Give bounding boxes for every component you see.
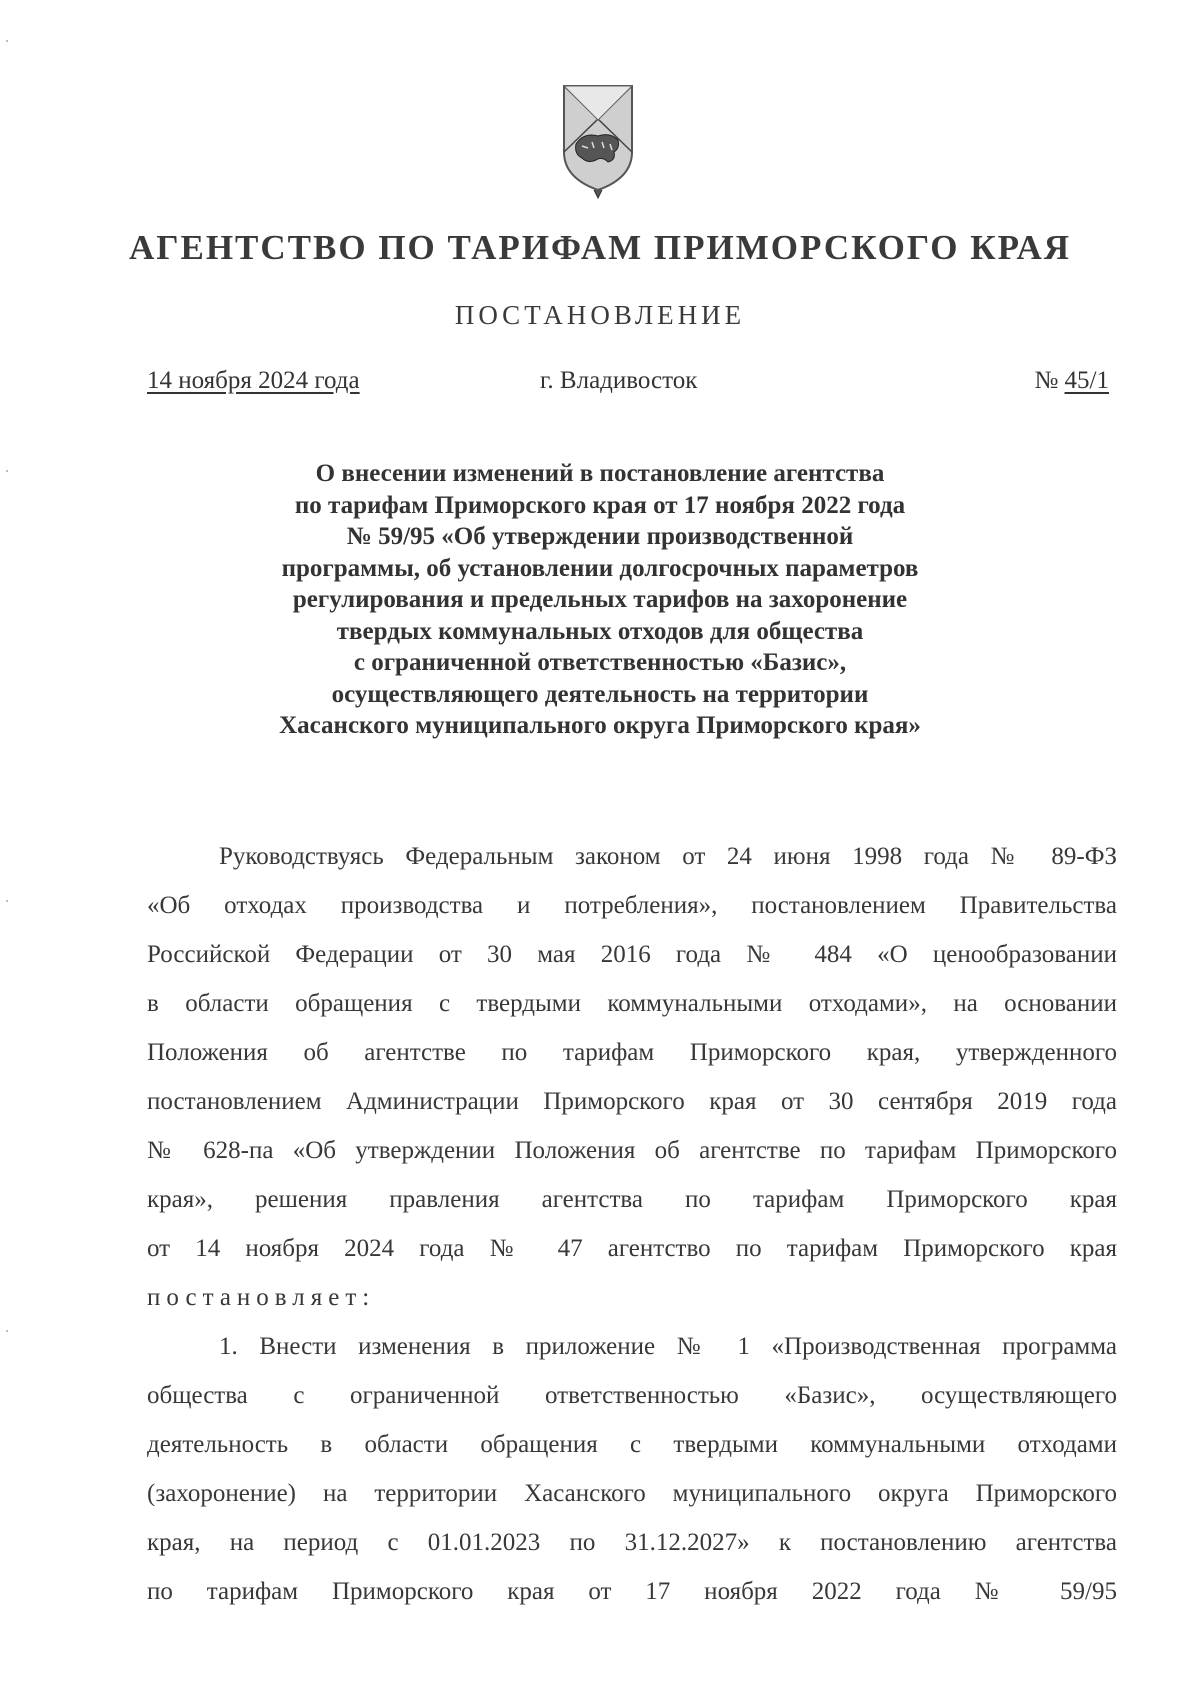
body-line: Руководствуясь Федеральным законом от 24 июня 1998 года № 89-ФЗ (219, 843, 1117, 870)
body-line: Положения об агентстве по тарифам Приморского края, утвержденного (147, 1039, 1117, 1066)
body-line: края», решения правления агентства по тарифам Приморского края (147, 1186, 1117, 1213)
body-line: общества с ограниченной ответственностью «Базис», осуществляющего (147, 1382, 1117, 1409)
body-line: «Об отходах производства и потребления», постановлением Правительства (147, 892, 1117, 919)
body-line: от 14 ноября 2024 года № 47 агентство по тарифам Приморского края (147, 1235, 1117, 1262)
document-city: г. Владивосток (540, 367, 698, 394)
document-number-prefix: № (1034, 367, 1065, 394)
body-line: по тарифам Приморского края от 17 ноября 2022 года № 59/95 (147, 1578, 1117, 1605)
document-number-value: 45/1 (1064, 367, 1109, 394)
body-line: (захоронение) на территории Хасанского муниципального округа Приморского (147, 1480, 1117, 1507)
body-line: края, на период с 01.01.2023 по 31.12.2027» к постановлению агентства (147, 1529, 1117, 1556)
document-subject (200, 458, 1000, 742)
body-line: Российской Федерации от 30 мая 2016 года № 484 «О ценообразовании (147, 941, 1117, 968)
subject-line: твердых коммунальных отходов для общества (336, 617, 864, 645)
body-line: № 628-па «Об утверждении Положения об агентстве по тарифам Приморского (147, 1137, 1117, 1164)
scan-margin-mark (6, 1330, 8, 1332)
body-line: деятельность в области обращения с твердыми коммунальными отходами (147, 1431, 1117, 1458)
subject-line: программы, об установлении долгосрочных параметров (281, 554, 919, 582)
subject-line: с ограниченной ответственностью «Базис», (353, 649, 847, 676)
coat-of-arms-emblem (558, 82, 638, 202)
scan-margin-mark (6, 40, 8, 42)
scan-margin-mark (6, 470, 8, 472)
document-meta (147, 367, 1109, 403)
scan-margin-mark (6, 900, 8, 902)
subject-line: О внесении изменений в постановление агентства (315, 460, 885, 487)
subject-line: Хасанского муниципального округа Приморского края» (279, 712, 921, 739)
document-body (147, 832, 1117, 1616)
subject-line: регулирования и предельных тарифов на захоронение (292, 586, 908, 613)
document-type: ПОСТАНОВЛЕНИЕ (454, 300, 746, 330)
document-number (1034, 367, 1109, 395)
subject-line: № 59/95 «Об утверждении производственной (346, 523, 854, 550)
body-line: в области обращения с твердыми коммунальными отходами», на основании (147, 990, 1117, 1017)
document-date: 14 ноября 2024 года (147, 367, 360, 394)
body-line: 1. Внести изменения в приложение № 1 «Производственная программа (219, 1333, 1117, 1360)
body-line: постановлением Администрации Приморского края от 30 сентября 2019 года (147, 1088, 1117, 1115)
body-line-resolves: постановляет: (147, 1284, 376, 1311)
agency-title: АГЕНТСТВО ПО ТАРИФАМ ПРИМОРСКОГО КРАЯ (128, 228, 1072, 267)
subject-line: осуществляющего деятельность на территории (331, 680, 869, 708)
subject-line: по тарифам Приморского края от 17 ноября 2022 года (294, 491, 906, 519)
